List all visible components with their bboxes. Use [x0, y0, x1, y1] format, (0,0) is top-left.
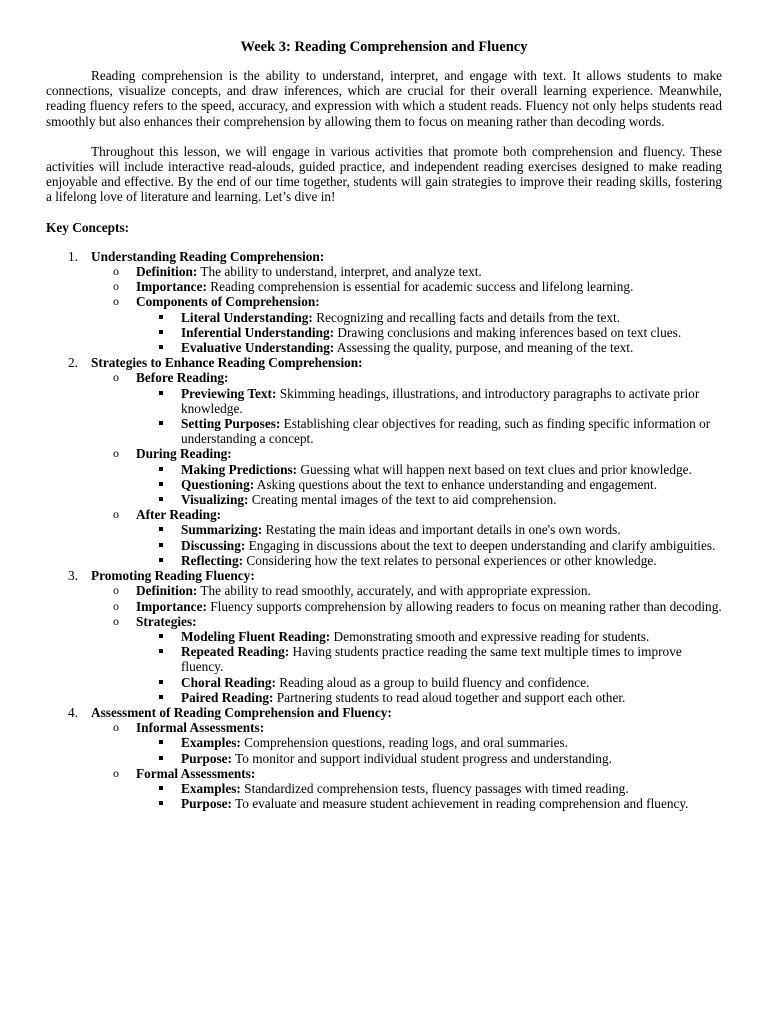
square-bullet-icon — [159, 649, 163, 653]
subitem-label: Evaluative Understanding: — [181, 340, 335, 356]
circle-bullet-icon: o — [113, 613, 119, 628]
section-title: Promoting Reading Fluency: — [91, 568, 255, 584]
list-item — [136, 781, 722, 796]
item-label: Definition: — [136, 583, 198, 599]
circle-bullet-icon: o — [113, 598, 119, 613]
item-label: Components of Comprehension: — [136, 294, 320, 310]
circle-bullet-icon: o — [113, 720, 119, 735]
list-item — [136, 538, 722, 553]
item-label: Formal Assessments: — [136, 765, 256, 781]
subitem-label: Purpose: — [181, 796, 232, 812]
subitem-text: Creating mental images of the text to aid comprehension. — [248, 492, 557, 508]
item-label: Importance: — [136, 279, 207, 295]
square-bullet-icon — [159, 467, 163, 471]
subitem-label: Inferential Understanding: — [181, 324, 335, 340]
subitem-text: Assessing the quality, purpose, and meaning of the text. — [334, 340, 634, 356]
subitem-label: Setting Purposes: — [181, 416, 281, 432]
subitem-text: To monitor and support individual student progress and understanding. — [231, 750, 612, 766]
square-bullet-icon — [159, 527, 163, 531]
list-item — [91, 599, 722, 614]
list-item — [136, 492, 722, 507]
square-bullet-icon — [159, 330, 163, 334]
section-item — [46, 568, 722, 705]
list-item — [136, 796, 722, 811]
item-sublist — [136, 386, 722, 447]
section-item — [46, 705, 722, 811]
section-item — [46, 355, 722, 568]
list-item — [136, 416, 722, 446]
subitem-text: Engaging in discussions about the text to deepen understanding and clarify ambiguities. — [245, 537, 716, 553]
intro-paragraph-2: Throughout this lesson, we will engage in various activities that promote both comprehension and fluency. These activities will include interactive read-alouds, guided practice, and independent reading exercises designed to make reading enjoyable and effective. By the end of our time together, students will gain strategies to improve their reading skills, fostering a lifelong love of literature and learning. Let’s dive in! — [46, 143, 722, 205]
item-sublist — [136, 462, 722, 508]
list-item — [136, 675, 722, 690]
list-item — [136, 310, 722, 325]
circle-bullet-icon: o — [113, 583, 119, 598]
subitem-text: To evaluate and measure student achievement in reading comprehension and fluency. — [231, 796, 689, 812]
circle-bullet-icon: o — [113, 370, 119, 385]
subitem-label: Paired Reading: — [181, 689, 274, 705]
section-number: 4. — [68, 704, 78, 720]
item-label: Informal Assessments: — [136, 720, 265, 736]
square-bullet-icon — [159, 497, 163, 501]
list-item — [91, 370, 722, 446]
square-bullet-icon — [159, 695, 163, 699]
subitem-text: Having students practice reading the same text multiple times to improve fluency. — [181, 644, 682, 675]
square-bullet-icon — [159, 634, 163, 638]
circle-bullet-icon: o — [113, 765, 119, 780]
subitem-label: Literal Understanding: — [181, 309, 313, 325]
subitem-text: Recognizing and recalling facts and details from the text. — [312, 309, 621, 325]
list-item — [91, 294, 722, 355]
subitem-text: Considering how the text relates to personal experiences or other knowledge. — [243, 552, 657, 568]
circle-bullet-icon: o — [113, 264, 119, 279]
square-bullet-icon — [159, 391, 163, 395]
key-concepts-list — [46, 249, 722, 812]
square-bullet-icon — [159, 482, 163, 486]
square-bullet-icon — [159, 315, 163, 319]
subitem-text: Reading aloud as a group to build fluency and confidence. — [275, 674, 590, 690]
section-number: 3. — [68, 568, 78, 584]
square-bullet-icon — [159, 543, 163, 547]
subitem-label: Questioning: — [181, 476, 255, 492]
subitem-label: Choral Reading: — [181, 674, 276, 690]
item-label: Importance: — [136, 598, 207, 614]
subitem-label: Examples: — [181, 780, 241, 796]
item-text: Fluency supports comprehension by allowing readers to focus on meaning rather than decoding. — [206, 598, 722, 614]
subitem-label: Making Predictions: — [181, 461, 298, 477]
item-label: During Reading: — [136, 446, 232, 462]
list-item — [136, 644, 722, 674]
subitem-label: Previewing Text: — [181, 385, 277, 401]
list-item — [136, 629, 722, 644]
list-item — [136, 325, 722, 340]
item-label: Definition: — [136, 264, 198, 280]
subitem-text: Asking questions about the text to enhance understanding and engagement. — [254, 476, 658, 492]
list-item — [136, 477, 722, 492]
subitem-label: Modeling Fluent Reading: — [181, 628, 331, 644]
section-item — [46, 249, 722, 355]
item-text: The ability to understand, interpret, and analyze text. — [197, 264, 482, 280]
list-item — [91, 583, 722, 598]
subitem-text: Restating the main ideas and important details in one's own words. — [262, 522, 621, 538]
square-bullet-icon — [159, 786, 163, 790]
subitem-text: Drawing conclusions and making inferences based on text clues. — [334, 324, 682, 340]
subitem-label: Examples: — [181, 735, 241, 751]
circle-bullet-icon: o — [113, 294, 119, 309]
list-item — [136, 751, 722, 766]
list-item — [136, 340, 722, 355]
section-sublist — [91, 720, 722, 811]
square-bullet-icon — [159, 421, 163, 425]
intro-paragraph-1: Reading comprehension is the ability to understand, interpret, and engage with text. It allows students to make connections, visualize concepts, and draw inferences, which are crucial for their overall learning experience. Meanwhile, reading fluency refers to the speed, accuracy, and expression with which a student reads. Fluency not only helps students read smoothly but also enhances their comprehension by allowing them to focus on meaning rather than decoding words. — [46, 68, 722, 129]
subitem-label: Reflecting: — [181, 552, 244, 568]
subitem-text: Standardized comprehension tests, fluency passages with timed reading. — [240, 780, 629, 796]
square-bullet-icon — [159, 740, 163, 744]
circle-bullet-icon: o — [113, 279, 119, 294]
circle-bullet-icon: o — [113, 446, 119, 461]
square-bullet-icon — [159, 801, 163, 805]
subitem-label: Repeated Reading: — [181, 644, 290, 660]
item-sublist — [136, 735, 722, 765]
list-item — [91, 720, 722, 766]
subitem-label: Discussing: — [181, 537, 246, 553]
list-item — [91, 614, 722, 705]
section-sublist — [91, 583, 722, 705]
subitem-label: Purpose: — [181, 750, 232, 766]
key-concepts-heading: Key Concepts: — [46, 219, 130, 235]
square-bullet-icon — [159, 345, 163, 349]
item-label: After Reading: — [136, 507, 222, 523]
subitem-label: Summarizing: — [181, 522, 263, 538]
list-item — [91, 507, 722, 568]
section-title: Assessment of Reading Comprehension and Fluency: — [91, 704, 392, 720]
item-label: Strategies: — [136, 613, 197, 629]
subitem-text: Partnering students to read aloud together and support each other. — [273, 689, 626, 705]
item-sublist — [136, 629, 722, 705]
list-item — [91, 279, 722, 294]
circle-bullet-icon: o — [113, 507, 119, 522]
subitem-text: Demonstrating smooth and expressive reading for students. — [330, 628, 650, 644]
item-sublist — [136, 522, 722, 568]
item-text: Reading comprehension is essential for academic success and lifelong learning. — [206, 279, 634, 295]
list-item — [136, 735, 722, 750]
square-bullet-icon — [159, 558, 163, 562]
section-sublist — [91, 370, 722, 568]
square-bullet-icon — [159, 680, 163, 684]
section-sublist — [91, 264, 722, 355]
square-bullet-icon — [159, 756, 163, 760]
section-number: 1. — [68, 248, 78, 264]
item-sublist — [136, 781, 722, 811]
section-title: Understanding Reading Comprehension: — [91, 248, 325, 264]
section-number: 2. — [68, 355, 78, 371]
subitem-text: Establishing clear objectives for reading, such as finding specific information or understanding a concept. — [181, 416, 711, 447]
list-item — [136, 553, 722, 568]
subitem-label: Visualizing: — [181, 492, 249, 508]
list-item — [91, 264, 722, 279]
list-item — [136, 522, 722, 537]
document-title: Week 3: Reading Comprehension and Fluency — [240, 39, 528, 55]
list-item — [91, 766, 722, 812]
item-text: The ability to read smoothly, accurately, and with appropriate expression. — [197, 583, 591, 599]
item-sublist — [136, 310, 722, 356]
subitem-text: Guessing what will happen next based on text clues and prior knowledge. — [297, 461, 692, 477]
list-item — [136, 386, 722, 416]
subitem-text: Skimming headings, illustrations, and introductory paragraphs to activate prior knowledge. — [181, 385, 700, 416]
section-title: Strategies to Enhance Reading Comprehension: — [91, 355, 363, 371]
list-item — [136, 690, 722, 705]
list-item — [91, 446, 722, 507]
item-label: Before Reading: — [136, 370, 229, 386]
list-item — [136, 462, 722, 477]
subitem-text: Comprehension questions, reading logs, and oral summaries. — [240, 735, 569, 751]
